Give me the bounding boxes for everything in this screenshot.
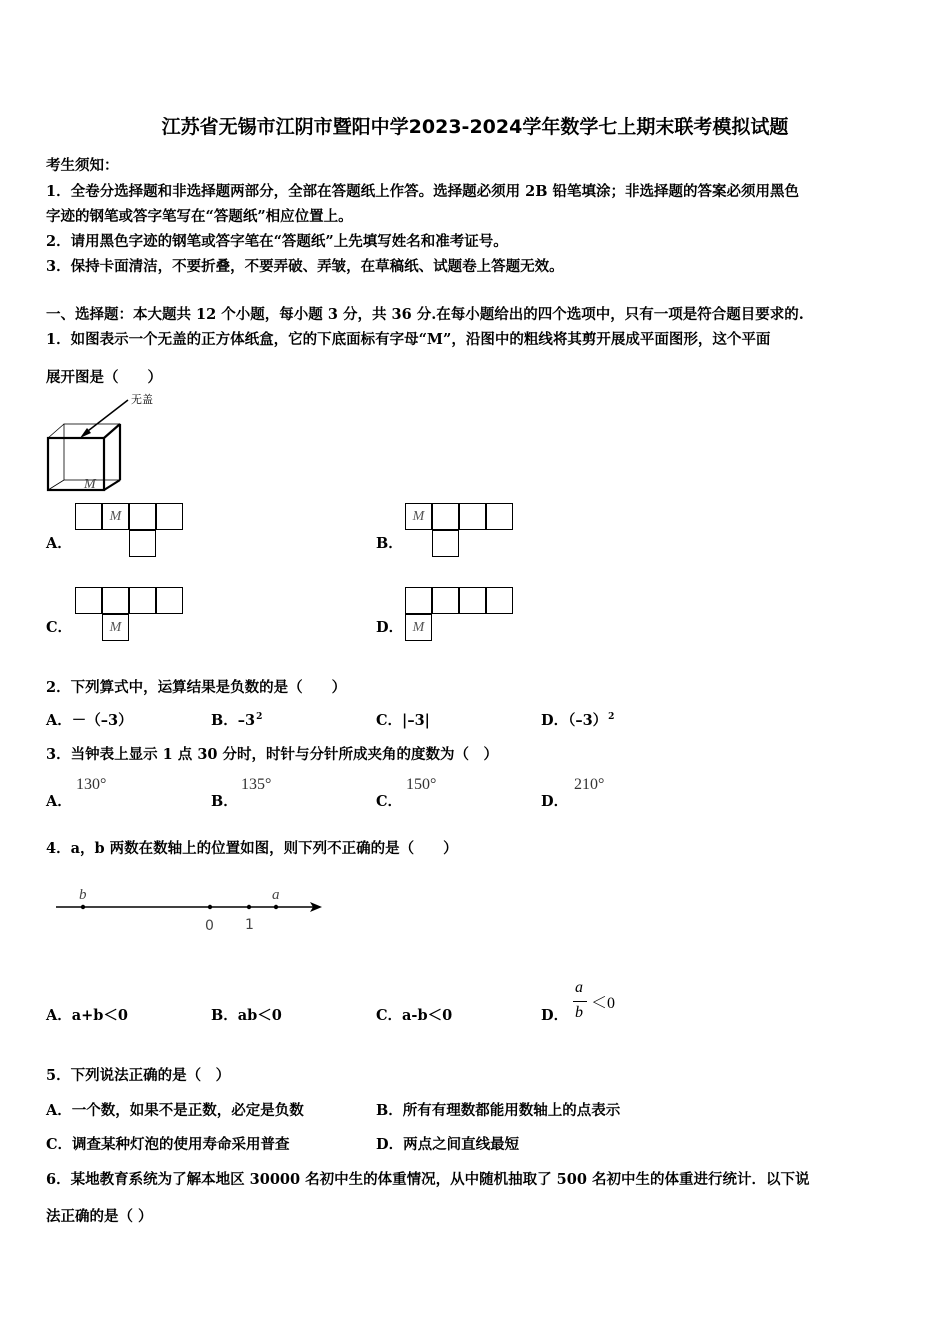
net-cell-m: M xyxy=(405,614,432,641)
q2-option-d-exponent: 2 xyxy=(608,712,615,722)
q4-stem: 4．a，b 两数在数轴上的位置如图，则下列不正确的是（ ） xyxy=(46,840,458,857)
label-zero: 0 xyxy=(205,918,214,934)
point-b xyxy=(81,905,85,909)
net-cell-m: M xyxy=(405,503,432,530)
point-one xyxy=(247,905,251,909)
point-a xyxy=(274,905,278,909)
net-cell xyxy=(75,503,102,530)
q3-option-a-value: 130° xyxy=(76,776,107,793)
q2-option-a[interactable]: A．－（–3） xyxy=(46,712,133,729)
net-cell-m: M xyxy=(102,503,129,530)
section-heading: 一、选择题：本大题共 12 个小题，每小题 3 分，共 36 分.在每小题给出的四个选项中，只有一项是符合题目要求的. xyxy=(46,306,804,323)
net-cell xyxy=(432,587,459,614)
q1-option-d[interactable]: D． xyxy=(376,619,404,636)
q5-option-c[interactable]: C．调查某种灯泡的使用寿命采用普查 xyxy=(46,1136,290,1153)
q2-option-d[interactable] xyxy=(541,709,614,730)
q4-option-c[interactable]: C．a-b＜0 xyxy=(376,1007,453,1024)
q5-option-a[interactable]: A．一个数，如果不是正数，必定是负数 xyxy=(46,1102,304,1119)
net-cell xyxy=(129,530,156,557)
net-cell xyxy=(405,587,432,614)
label-a: a xyxy=(272,887,280,903)
fraction-denominator: b xyxy=(575,1004,583,1021)
q1-stem-line1: 1．如图表示一个无盖的正方体纸盒，它的下底面标有字母“M”，沿图中的粗线将其剪开展成平面图形，这个平面 xyxy=(46,331,771,348)
notice-line-1b: 字迹的钢笔或答字笔写在“答题纸”相应位置上。 xyxy=(46,208,353,225)
net-cell xyxy=(432,503,459,530)
net-cell xyxy=(486,587,513,614)
q2-option-c[interactable]: C．|–3| xyxy=(376,712,430,729)
fraction-bar xyxy=(573,1001,587,1002)
q2-option-d-base: D．（–3） xyxy=(541,712,608,729)
net-cell xyxy=(432,530,459,557)
number-line-figure xyxy=(50,880,340,940)
q3-option-c[interactable]: C． xyxy=(376,793,403,810)
q3-option-c-value: 150° xyxy=(406,776,437,793)
net-cell-m: M xyxy=(102,614,129,641)
net-cell xyxy=(459,503,486,530)
q3-option-d[interactable]: D． xyxy=(541,793,569,810)
net-cell xyxy=(75,587,102,614)
fraction-numerator: a xyxy=(575,979,583,996)
q3-option-d-value: 210° xyxy=(574,776,605,793)
notice-heading: 考生须知： xyxy=(46,157,119,174)
net-cell xyxy=(102,587,129,614)
net-cell xyxy=(459,587,486,614)
notice-line-2: 2．请用黑色字迹的钢笔或答字笔在“答题纸”上先填写姓名和准考证号。 xyxy=(46,233,508,250)
fraction-relation: ＜0 xyxy=(591,995,616,1012)
q5-option-b[interactable]: B．所有有理数都能用数轴上的点表示 xyxy=(376,1102,621,1119)
q3-option-b[interactable]: B． xyxy=(211,793,238,810)
q4-option-b[interactable]: B．ab＜0 xyxy=(211,1007,282,1024)
net-cell xyxy=(156,503,183,530)
q1-option-b[interactable]: B． xyxy=(376,535,403,552)
notice-line-3: 3．保持卡面清洁，不要折叠，不要弄破、弄皱，在草稿纸、试题卷上答题无效。 xyxy=(46,258,564,275)
q2-option-b[interactable] xyxy=(211,709,262,730)
q5-option-d[interactable]: D．两点之间直线最短 xyxy=(376,1136,520,1153)
net-cell xyxy=(129,587,156,614)
label-b: b xyxy=(79,887,87,903)
q5-stem: 5．下列说法正确的是（ ） xyxy=(46,1067,231,1084)
net-cell xyxy=(486,503,513,530)
q4-option-d[interactable]: D． xyxy=(541,1007,569,1024)
label-one: 1 xyxy=(245,917,254,933)
cube-letter-m: M xyxy=(84,477,96,492)
cube-label-no-lid: 无盖 xyxy=(131,393,153,406)
q3-option-a[interactable]: A． xyxy=(46,793,72,810)
net-cell xyxy=(156,587,183,614)
point-zero xyxy=(208,905,212,909)
q1-option-c[interactable]: C． xyxy=(46,619,73,636)
q1-option-a[interactable]: A． xyxy=(46,535,72,552)
q1-stem-line2: 展开图是（ ） xyxy=(46,369,162,386)
q3-option-b-value: 135° xyxy=(241,776,272,793)
q6-stem-line2: 法正确的是（ ） xyxy=(46,1208,153,1225)
q3-stem: 3．当钟表上显示 1 点 30 分时，时针与分针所成夹角的度数为（ ） xyxy=(46,746,499,763)
q2-option-b-exponent: 2 xyxy=(256,712,263,722)
q2-stem: 2．下列算式中，运算结果是负数的是（ ） xyxy=(46,679,347,696)
q2-option-b-base: B．–3 xyxy=(211,712,256,729)
q6-stem-line1: 6．某地教育系统为了解本地区 30000 名初中生的体重情况，从中随机抽取了 500 名初中生的体重进行统计．以下说 xyxy=(46,1171,810,1188)
open-cube-figure xyxy=(40,388,170,496)
page-title: 江苏省无锡市江阴市暨阳中学2023-2024学年数学七上期末联考模拟试题 xyxy=(161,116,789,138)
q4-option-a[interactable]: A．a+b＜0 xyxy=(46,1007,129,1024)
notice-line-1a: 1．全卷分选择题和非选择题两部分，全部在答题纸上作答。选择题必须用 2B 铅笔填涂；非选择题的答案必须用黑色 xyxy=(46,183,800,200)
net-cell xyxy=(129,503,156,530)
